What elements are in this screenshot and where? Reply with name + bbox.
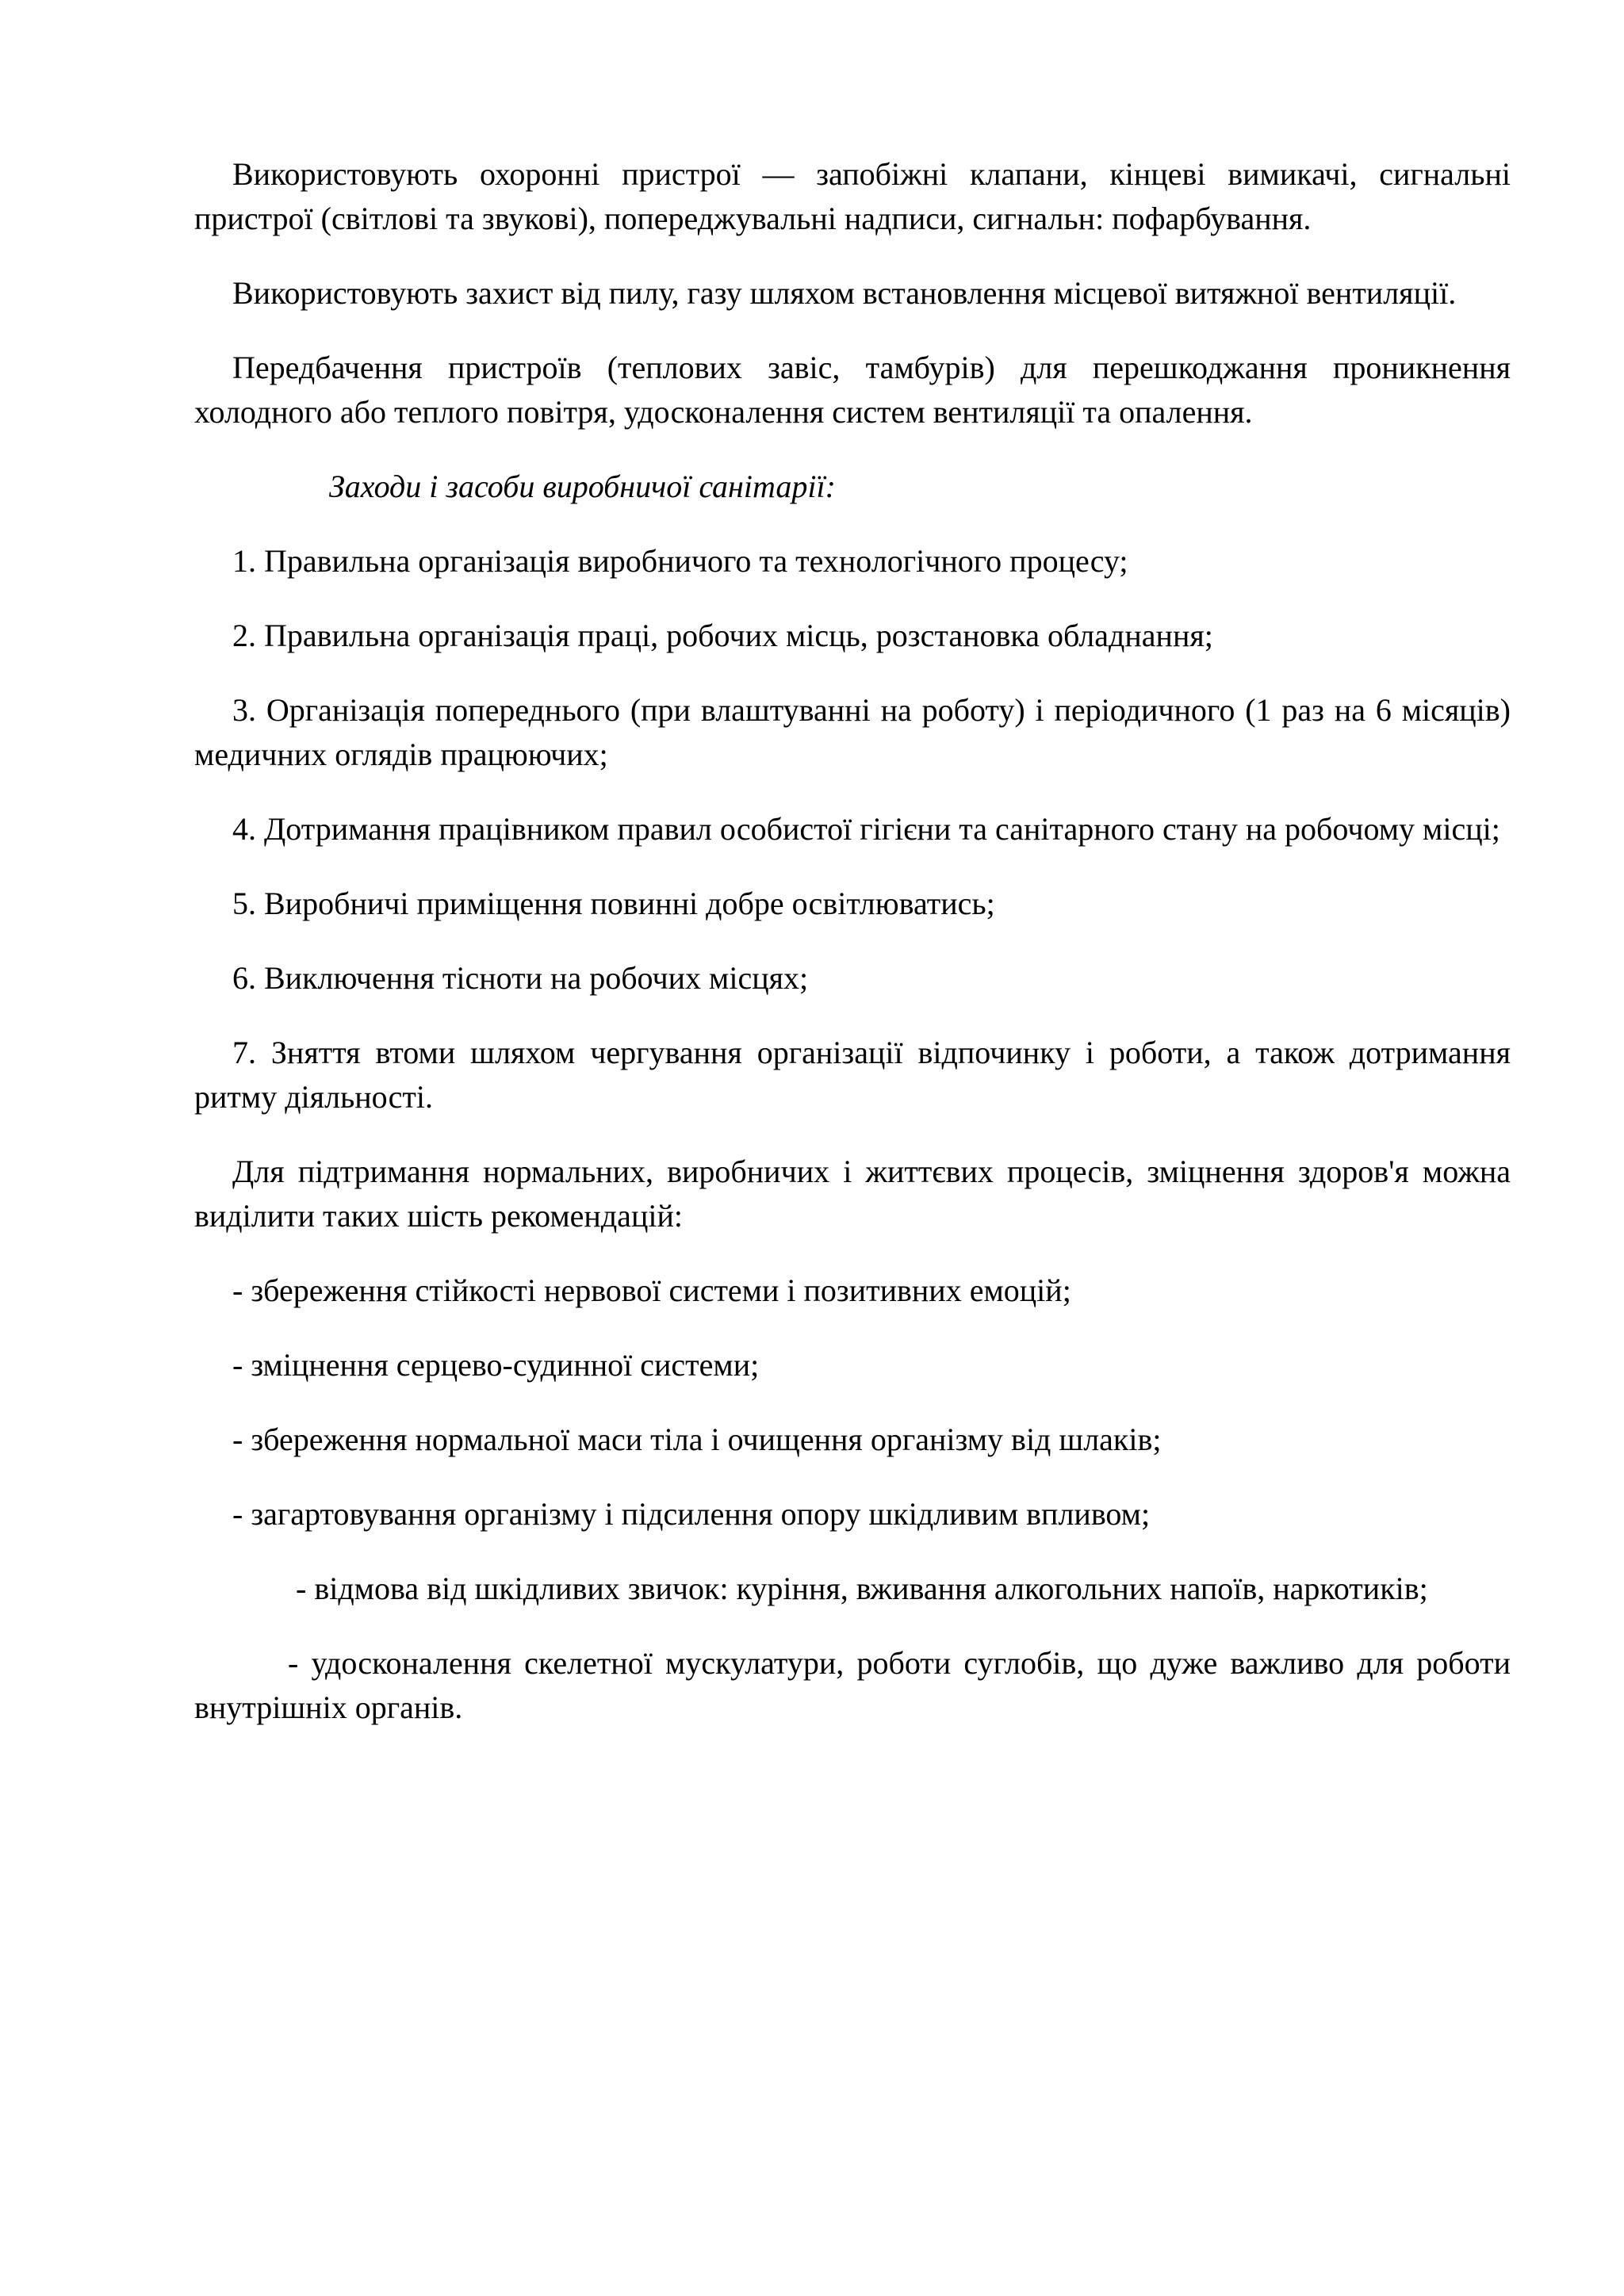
list-item-2: 2. Правильна організація праці, робочих місць, розстановка обладнання; xyxy=(232,618,1213,653)
list-item-5: 5. Виробничі приміщення повинні добре освітлюватись; xyxy=(232,886,995,921)
paragraph-air-curtains: Передбачення пристроїв (теплових завіс, тамбурів) для перешкоджання проникнення холодного або теплого повітря, удосконалення систем вентиляції та опалення. xyxy=(194,350,1511,430)
recommendation-item-1: - збереження стійкості нервової системи і позитивних емоцій; xyxy=(232,1272,1071,1308)
section-heading-sanitation: Заходи і засоби виробничої санітарії: xyxy=(329,469,836,504)
document-body xyxy=(194,152,1511,1760)
paragraph-dust-gas-protection: Використовують захист від пилу, газу шляхом встановлення місцевої витяжної вентиляції. xyxy=(232,275,1457,311)
recommendation-item-2: - зміцнення серцево-судинної системи; xyxy=(232,1347,760,1383)
recommendation-item-5: - відмова від шкідливих звичок: куріння, вживання алкогольних напоїв, наркотиків; xyxy=(296,1571,1428,1606)
paragraph-protective-devices: Використовують охоронні пристрої — запобіжні клапани, кінцеві вимикачі, сигнальні пристрої (світлові та звукові), попереджувальні надписи, сигнальн: пофарбування. xyxy=(194,156,1511,236)
recommendation-item-3: - збереження нормальної маси тіла і очищення організму від шлаків; xyxy=(232,1422,1162,1457)
list-item-4: 4. Дотримання працівником правил особистої гігієни та санітарного стану на робочому місці; xyxy=(232,811,1500,847)
recommendation-item-6: - удосконалення скелетної мускулатури, роботи суглобів, що дуже важливо для роботи внутрішніх органів. xyxy=(194,1645,1511,1725)
list-item-6: 6. Виключення тісноти на робочих місцях; xyxy=(232,960,809,996)
paragraph-recommendations-intro: Для підтримання нормальних, виробничих і життєвих процесів, зміцнення здоров'я можна виділити таких шість рекомендацій: xyxy=(194,1154,1511,1234)
list-item-1: 1. Правильна організація виробничого та технологічного процесу; xyxy=(232,543,1128,579)
recommendation-item-4: - загартовування організму і підсилення опору шкідливим впливом; xyxy=(232,1496,1151,1532)
list-item-7: 7. Зняття втоми шляхом чергування організації відпочинку і роботи, а також дотримання ритму діяльності. xyxy=(194,1035,1511,1115)
list-item-3: 3. Організація попереднього (при влаштуванні на роботу) і періодичного (1 раз на 6 місяців) медичних оглядів працюючих; xyxy=(194,692,1511,772)
